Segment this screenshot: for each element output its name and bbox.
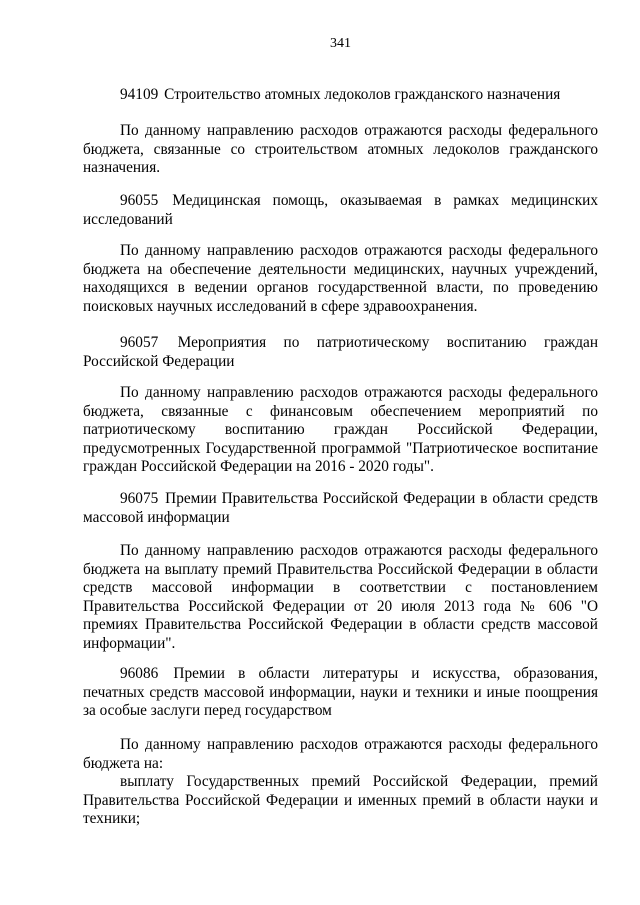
section-heading	[83, 86, 598, 105]
section-heading	[83, 334, 598, 371]
section-title: Мероприятия по патриотическому воспитанию граждан Российской Федерации	[83, 334, 598, 370]
section-code: 96055	[120, 192, 159, 209]
section-heading	[83, 665, 598, 721]
section-code: 94109	[120, 86, 159, 103]
section-list-item: выплату Государственных премий Российской Федерации, премий Правительства Российской Федерации и именных премий в области науки и техники;	[83, 773, 598, 827]
section-description: По данному направлению расходов отражаются расходы федерального бюджета, связанные с финансовым обеспечением мероприятий по патриотическому воспитанию граждан Российской Федерации, предусмотренных Государственной программой "Патриотическое воспитание граждан Российской Федерации на 2016 - 2020 годы".	[83, 384, 598, 475]
section-description: По данному направлению расходов отражаются расходы федерального бюджета на выплату премий Правительства Российской Федерации в области средств массовой информации в соответствии с постановлением Правительства Российской Федерации от 20 июля 2013 года № 606 "О премиях Правительства Российской Федерации в области средств массовой информации".	[83, 542, 598, 652]
section-title: Строительство атомных ледоколов гражданского назначения	[164, 86, 561, 103]
section-description: По данному направлению расходов отражаются расходы федерального бюджета на обеспечение деятельности медицинских, научных учреждений, находящихся в ведении органов государственной власти, по проведению поисковых научных исследований в сфере здравоохранения.	[83, 242, 598, 315]
section-description: По данному направлению расходов отражаются расходы федерального бюджета, связанные со строительством атомных ледоколов гражданского назначения.	[83, 122, 598, 176]
section-heading	[83, 490, 598, 527]
section-code: 96057	[120, 334, 159, 351]
section-title: Премии Правительства Российской Федерации в области средств массовой информации	[83, 490, 598, 526]
section-heading	[83, 192, 598, 229]
section-title: Медицинская помощь, оказываемая в рамках медицинских исследований	[83, 192, 598, 228]
section-code: 96075	[120, 490, 159, 507]
section-title: Премии в области литературы и искусства, образования, печатных средств массовой информации, науки и техники и иные поощрения за особые заслуги перед государством	[83, 665, 599, 719]
section-code: 96086	[120, 665, 159, 682]
page-number: 341	[330, 36, 351, 51]
section-description: По данному направлению расходов отражаются расходы федерального бюджета на:	[83, 736, 598, 772]
